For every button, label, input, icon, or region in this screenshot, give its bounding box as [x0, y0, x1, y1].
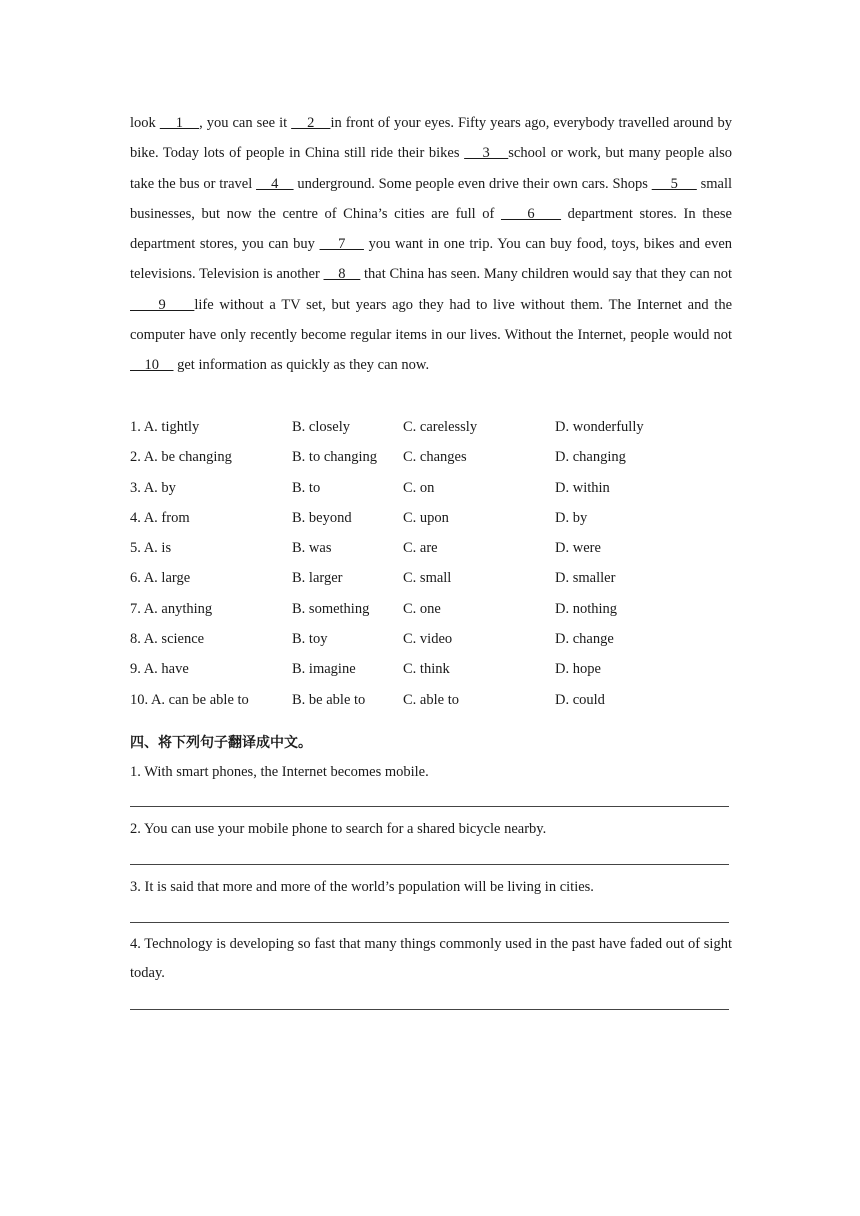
option-7-a[interactable]: 7. A. anything: [130, 600, 213, 617]
option-10-c[interactable]: C. able to: [403, 691, 459, 708]
option-6-a[interactable]: 6. A. large: [130, 570, 191, 587]
option-1-c[interactable]: C. carelessly: [403, 419, 478, 435]
option-row-10: [130, 685, 732, 715]
option-8-c[interactable]: C. video: [403, 631, 453, 648]
translation-question-1: 1. With smart phones, the Internet becomes mobile.: [130, 764, 429, 780]
option-4-b[interactable]: B. beyond: [292, 509, 352, 526]
blank-9[interactable]: 5: [651, 175, 697, 192]
answer-line-1[interactable]: [130, 806, 729, 807]
option-row-8: [130, 624, 732, 654]
passage-text: , you can see it: [199, 115, 292, 131]
option-9-a[interactable]: 9. A. have: [130, 661, 189, 678]
option-8-b[interactable]: B. toy: [292, 631, 328, 648]
blank-19[interactable]: 10: [130, 357, 174, 374]
answer-line-3[interactable]: [130, 922, 729, 923]
option-10-a[interactable]: 10. A. can be able to: [130, 691, 249, 708]
option-3-d[interactable]: D. within: [555, 479, 610, 496]
option-10-b[interactable]: B. be able to: [292, 691, 366, 708]
blank-11[interactable]: 6: [500, 205, 562, 222]
passage-text: life without a TV set, but years ago they had to live without them. The Internet and the computer have only recently become regular items in our lives. Without the Internet, people would not: [130, 296, 732, 344]
passage-text: underground. Some people even drive their own cars. Shops: [293, 175, 652, 192]
option-row-9: [130, 654, 732, 684]
answer-line-4[interactable]: [130, 1009, 729, 1010]
option-2-b[interactable]: B. to changing: [292, 449, 377, 466]
option-1-a[interactable]: 1. A. tightly: [130, 419, 200, 435]
option-8-a[interactable]: 8. A. science: [130, 631, 205, 648]
section-title: 四、将下列句子翻译成中文。: [130, 735, 312, 751]
cloze-passage: [130, 108, 732, 381]
option-row-3: [130, 473, 732, 503]
option-row-5: [130, 533, 732, 563]
option-8-d[interactable]: D. change: [555, 631, 614, 648]
option-4-d[interactable]: D. by: [555, 509, 588, 526]
passage-text: get information as quickly as they can now.: [173, 357, 430, 374]
passage-text: in front of your eyes. Fifty years ago, everybody travelled around by bike. Today lots of people in China still ride their bikes: [130, 115, 733, 162]
option-9-c[interactable]: C. think: [403, 661, 450, 678]
option-4-c[interactable]: C. upon: [403, 509, 449, 526]
option-3-a[interactable]: 3. A. by: [130, 479, 176, 496]
translation-question-4: 4. Technology is developing so fast that many things commonly used in the past have faded out of sight today.: [130, 936, 732, 981]
option-row-2: [130, 442, 732, 472]
passage-text: department stores. In these department stores, you can buy: [130, 205, 732, 253]
option-5-a[interactable]: 5. A. is: [130, 540, 172, 557]
option-2-c[interactable]: C. changes: [403, 449, 467, 466]
option-4-a[interactable]: 4. A. from: [130, 509, 190, 526]
passage-text: small businesses, but now the centre of China’s cities are full of: [130, 175, 733, 222]
option-6-b[interactable]: B. larger: [292, 570, 343, 587]
option-3-b[interactable]: B. to: [292, 479, 321, 496]
passage-text: you want in one trip. You can buy food, toys, bikes and even televisions. Television is another: [130, 236, 733, 283]
blank-17[interactable]: 9: [130, 296, 195, 313]
blank-7[interactable]: 4: [256, 175, 294, 192]
translation-question-3: 3. It is said that more and more of the world’s population will be living in cities.: [130, 879, 594, 895]
option-5-c[interactable]: C. are: [403, 540, 438, 557]
blank-1[interactable]: 1: [159, 115, 200, 131]
option-10-d[interactable]: D. could: [555, 691, 605, 708]
passage-text: look: [130, 115, 160, 131]
option-1-d[interactable]: D. wonderfully: [555, 419, 644, 435]
option-7-b[interactable]: B. something: [292, 600, 370, 617]
option-row-7: [130, 594, 732, 624]
blank-3[interactable]: 2: [291, 115, 331, 131]
option-2-a[interactable]: 2. A. be changing: [130, 449, 232, 466]
blank-15[interactable]: 8: [323, 266, 361, 283]
option-3-c[interactable]: C. on: [403, 479, 435, 496]
option-7-d[interactable]: D. nothing: [555, 600, 618, 617]
blank-5[interactable]: 3: [464, 145, 509, 162]
option-7-c[interactable]: C. one: [403, 600, 441, 617]
option-1-b[interactable]: B. closely: [292, 419, 350, 435]
option-2-d[interactable]: D. changing: [555, 449, 626, 466]
blank-13[interactable]: 7: [319, 236, 364, 253]
passage-text: school or work, but many people also take the bus or travel: [130, 145, 733, 192]
option-9-b[interactable]: B. imagine: [292, 661, 356, 678]
option-row-4: [130, 503, 732, 533]
translation-question-2: 2. You can use your mobile phone to search for a shared bicycle nearby.: [130, 821, 547, 837]
option-row-6: [130, 563, 732, 593]
option-6-d[interactable]: D. smaller: [555, 570, 616, 587]
option-5-b[interactable]: B. was: [292, 540, 332, 557]
passage-text: that China has seen. Many children would say that they can not: [360, 266, 733, 283]
option-5-d[interactable]: D. were: [555, 540, 601, 557]
answer-line-2[interactable]: [130, 864, 729, 865]
options-list: [130, 412, 732, 715]
option-row-1: [130, 412, 732, 442]
option-9-d[interactable]: D. hope: [555, 661, 601, 678]
option-6-c[interactable]: C. small: [403, 570, 452, 587]
